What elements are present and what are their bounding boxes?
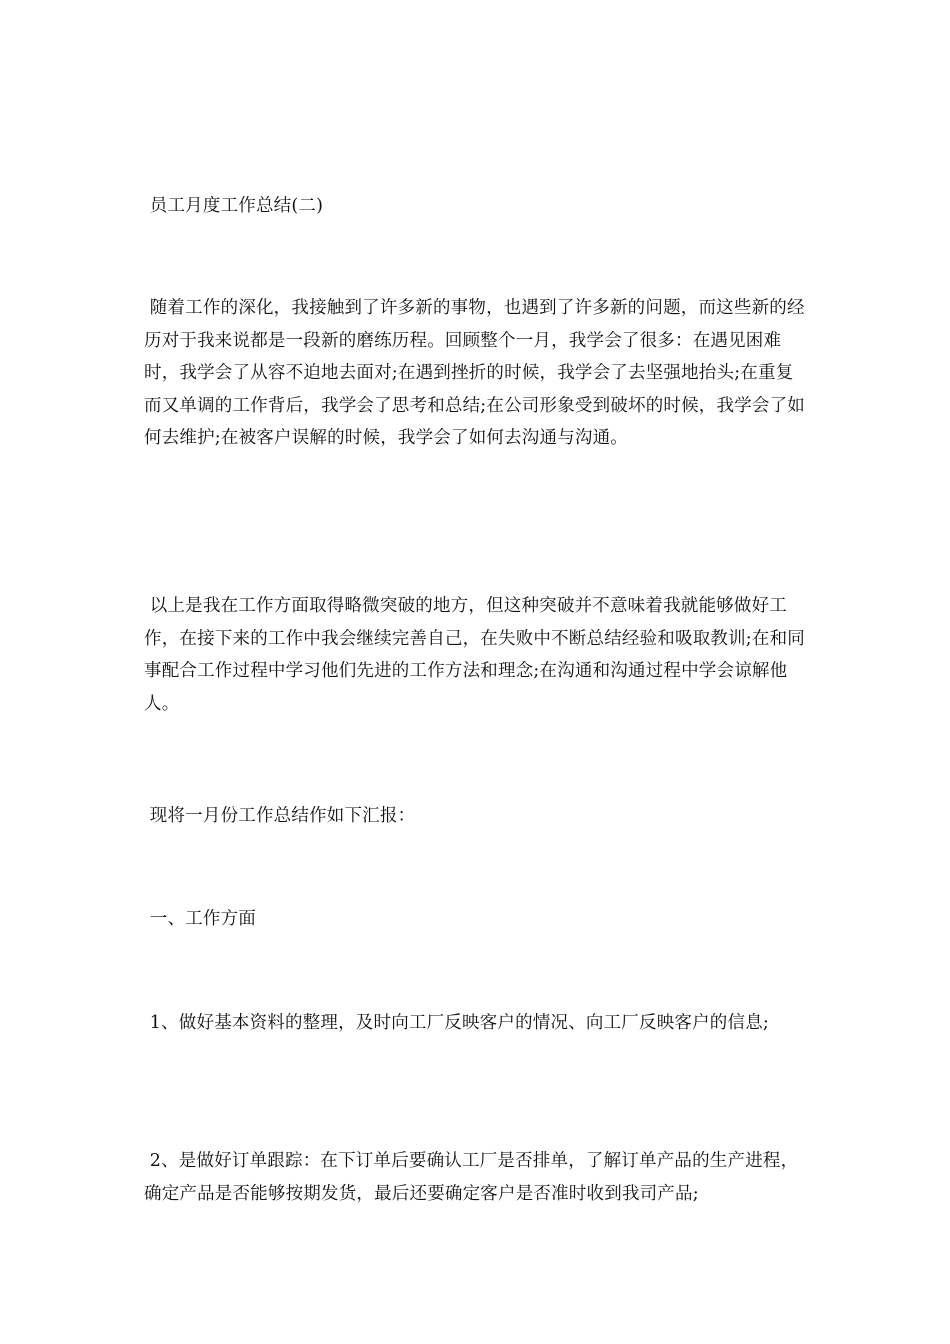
paragraph-3: 现将一月份工作总结作如下汇报：: [144, 806, 416, 826]
list-item-2: 2、是做好订单跟踪：在下订单后要确认工厂是否排单，了解订单产品的生产进程，确定产品是否能够按期发货，最后还要确定客户是否准时收到我司产品;: [144, 1151, 799, 1204]
list-item-1: 1、做好基本资料的整理，及时向工厂反映客户的情况、向工厂反映客户的信息;: [144, 1013, 769, 1033]
paragraph-1: 随着工作的深化，我接触到了许多新的事物，也遇到了许多新的问题，而这些新的经历对于我来说都是一段新的磨练历程。回顾整个一月，我学会了很多：在遇见困难时，我学会了从容不迫地去面对;在遇到挫折的时候，我学会了去坚强地抬头;在重复而又单调的工作背后，我学会了思考和总结;在公司形象受到破坏的时候，我学会了如何去维护;在被客户误解的时候，我学会了如何去沟通与沟通。: [144, 298, 805, 448]
paragraph-2: 以上是我在工作方面取得略微突破的地方，但这种突破并不意味着我就能够做好工作，在接下来的工作中我会继续完善自己，在失败中不断总结经验和吸取教训;在和同事配合工作过程中学习他们先进的工作方法和理念;在沟通和沟通过程中学会谅解他人。: [144, 596, 805, 714]
document-title: 员工月度工作总结(二): [144, 196, 324, 216]
section-heading-work: 一、工作方面: [144, 909, 256, 929]
